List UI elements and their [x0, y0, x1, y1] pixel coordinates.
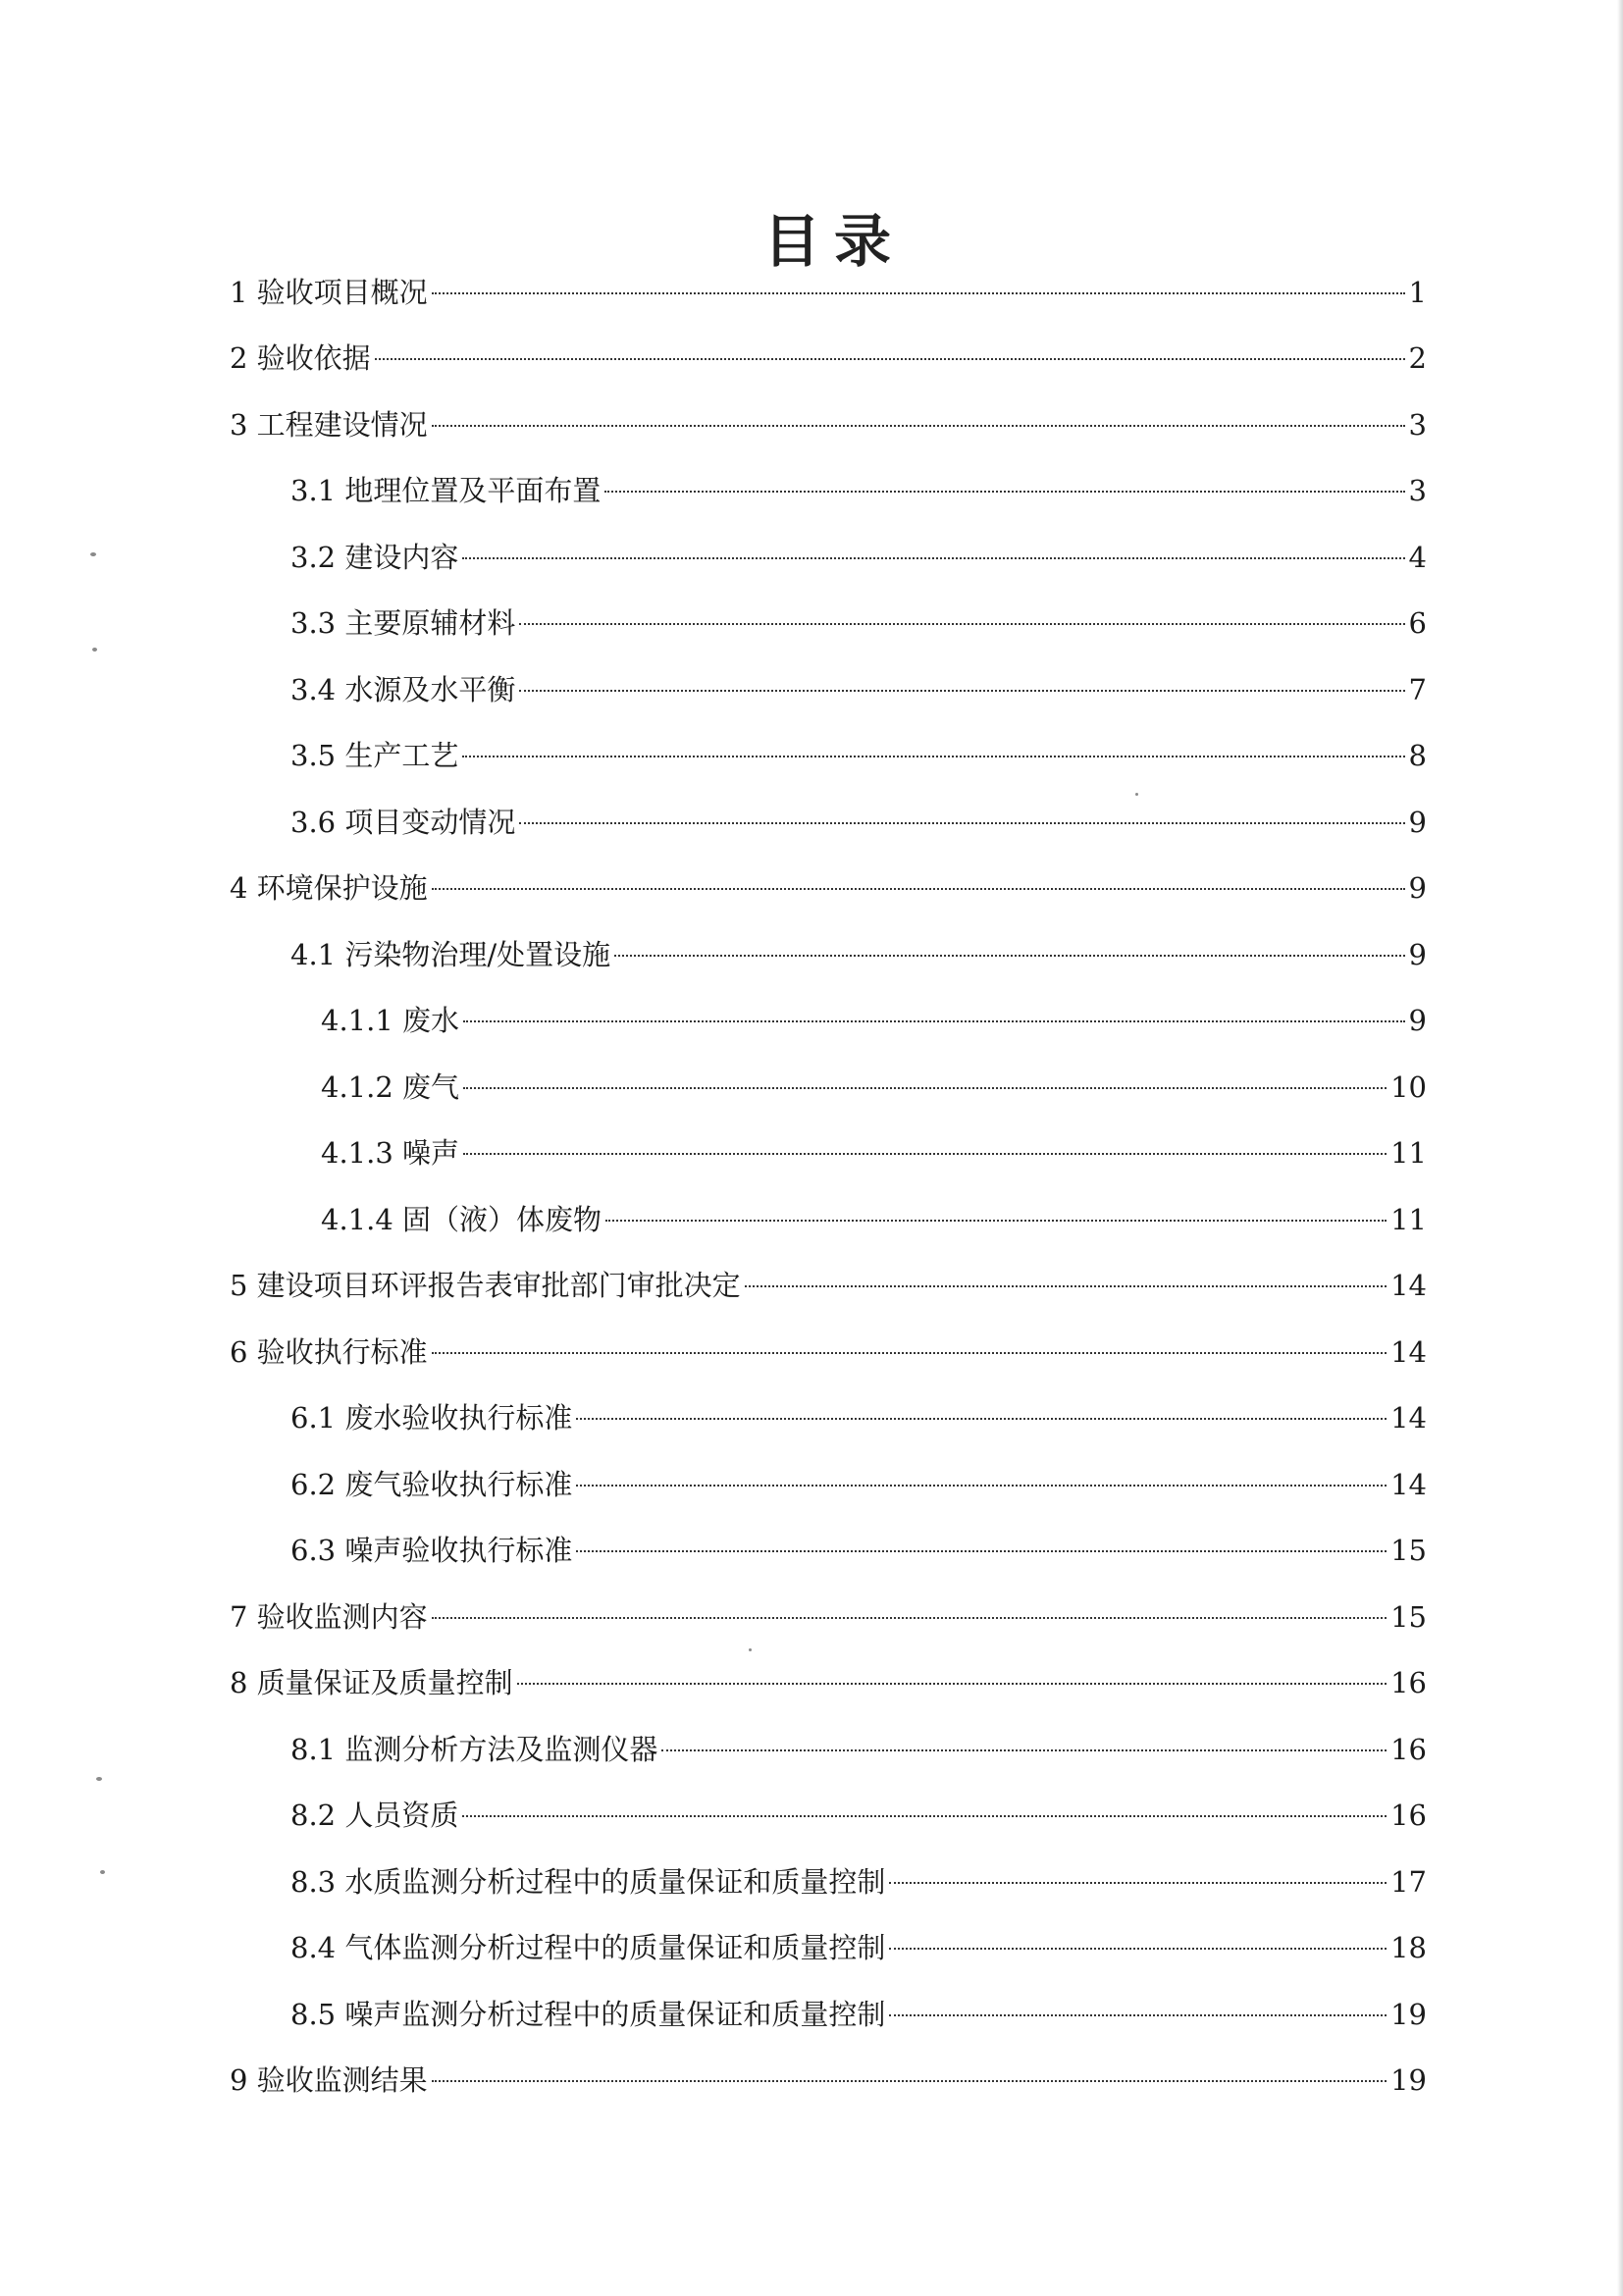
- toc-entry-label: 6.3 噪声验收执行标准: [290, 1534, 573, 1567]
- toc-entry-page: 15: [1390, 1534, 1427, 1567]
- toc-entry-label: 8.2 人员资质: [290, 1799, 459, 1832]
- toc-entry-label: 7 验收监测内容: [230, 1600, 428, 1634]
- toc-entry-2[interactable]: [230, 337, 1427, 380]
- toc-entry-page: 1: [1408, 276, 1427, 309]
- toc-entry-4-1-1[interactable]: [321, 999, 1427, 1042]
- scan-speck: [92, 648, 97, 652]
- toc-entry-4-1-3[interactable]: [321, 1131, 1427, 1174]
- toc-entry-label: 3 工程建设情况: [230, 408, 428, 442]
- toc-entry-label: 3.1 地理位置及平面布置: [290, 474, 602, 507]
- scan-speck: [96, 1777, 102, 1781]
- toc-entry-1[interactable]: [230, 271, 1427, 314]
- toc-entry-6-3[interactable]: [290, 1529, 1427, 1572]
- toc-entry-4[interactable]: [230, 866, 1427, 910]
- toc-entry-page: 11: [1390, 1136, 1427, 1170]
- dot-leader: [604, 490, 1404, 493]
- page-title: 目录: [762, 207, 905, 275]
- dot-leader: [463, 1086, 1387, 1089]
- dot-leader: [745, 1284, 1387, 1287]
- toc-entry-label: 1 验收项目概况: [230, 276, 428, 309]
- toc-entry-page: 3: [1408, 408, 1427, 442]
- toc-entry-label: 4.1.1 废水: [321, 1004, 460, 1037]
- dot-leader: [432, 1616, 1387, 1619]
- toc-entry-page: 2: [1408, 341, 1427, 375]
- toc-entry-label: 5 建设项目环评报告表审批部门审批决定: [230, 1269, 741, 1302]
- toc-entry-6-2[interactable]: [290, 1463, 1427, 1506]
- toc-entry-page: 4: [1408, 541, 1427, 574]
- toc-entry-6[interactable]: [230, 1331, 1427, 1374]
- toc-entry-label: 4.1 污染物治理/处置设施: [290, 938, 611, 971]
- toc-entry-label: 8.3 水质监测分析过程中的质量保证和质量控制: [290, 1865, 886, 1899]
- toc-entry-page: 3: [1408, 474, 1427, 507]
- dot-leader: [462, 556, 1404, 559]
- dot-leader: [432, 2079, 1387, 2082]
- dot-leader: [517, 1682, 1387, 1685]
- toc-entry-label: 9 验收监测结果: [230, 2063, 428, 2097]
- dot-leader: [462, 1814, 1387, 1817]
- toc-entry-page: 19: [1390, 2063, 1427, 2097]
- toc-entry-page: 9: [1408, 871, 1427, 905]
- toc-entry-page: 8: [1408, 739, 1427, 772]
- dot-leader: [432, 1351, 1387, 1354]
- toc-entry-page: 9: [1408, 938, 1427, 971]
- toc-entry-3-5[interactable]: [290, 734, 1427, 777]
- dot-leader: [889, 1881, 1387, 1884]
- toc-entry-page: 16: [1390, 1799, 1427, 1832]
- dot-leader: [375, 357, 1405, 360]
- dot-leader: [432, 291, 1405, 294]
- toc-entry-3[interactable]: [230, 403, 1427, 446]
- dot-leader: [889, 2013, 1387, 2016]
- dot-leader: [519, 821, 1404, 824]
- toc-entry-label: 3.4 水源及水平衡: [290, 673, 516, 706]
- toc-entry-4-1-2[interactable]: [321, 1066, 1427, 1109]
- toc-entry-page: 14: [1390, 1468, 1427, 1501]
- toc-entry-page: 19: [1390, 1998, 1427, 2031]
- scan-speck: [90, 552, 96, 556]
- toc-entry-label: 4.1.3 噪声: [321, 1136, 460, 1170]
- toc-entry-3-1[interactable]: [290, 469, 1427, 512]
- toc-entry-page: 7: [1408, 673, 1427, 706]
- toc-entry-page: 11: [1390, 1203, 1427, 1236]
- toc-entry-8-3[interactable]: [290, 1860, 1427, 1904]
- toc-entry-label: 6 验收执行标准: [230, 1335, 428, 1369]
- toc-entry-9[interactable]: [230, 2059, 1427, 2102]
- toc-entry-8-2[interactable]: [290, 1794, 1427, 1837]
- toc-entry-label: 3.2 建设内容: [290, 541, 459, 574]
- dot-leader: [605, 1219, 1387, 1222]
- dot-leader: [463, 1152, 1387, 1155]
- toc-entry-page: 17: [1390, 1865, 1427, 1899]
- toc-entry-page: 10: [1390, 1070, 1427, 1104]
- toc-entry-3-3[interactable]: [290, 601, 1427, 645]
- toc-entry-4-1-4[interactable]: [321, 1198, 1427, 1241]
- toc-entry-label: 8.4 气体监测分析过程中的质量保证和质量控制: [290, 1931, 886, 1964]
- toc-entry-label: 8.1 监测分析方法及监测仪器: [290, 1733, 658, 1766]
- toc-entry-label: 8.5 噪声监测分析过程中的质量保证和质量控制: [290, 1998, 886, 2031]
- toc-entry-8[interactable]: [230, 1661, 1427, 1704]
- dot-leader: [432, 424, 1405, 427]
- dot-leader: [661, 1748, 1387, 1751]
- toc-entry-page: 16: [1390, 1733, 1427, 1766]
- toc-entry-label: 2 验收依据: [230, 341, 371, 375]
- toc-entry-page: 15: [1390, 1600, 1427, 1634]
- toc-entry-page: 9: [1408, 1004, 1427, 1037]
- scan-speck: [749, 1648, 752, 1651]
- toc-entry-page: 16: [1390, 1666, 1427, 1699]
- dot-leader: [432, 887, 1405, 890]
- toc-entry-4-1[interactable]: [290, 933, 1427, 976]
- toc-entry-3-6[interactable]: [290, 801, 1427, 844]
- toc-entry-label: 6.2 废气验收执行标准: [290, 1468, 573, 1501]
- scan-speck: [1135, 793, 1138, 796]
- dot-leader: [519, 622, 1404, 625]
- dot-leader: [462, 755, 1404, 757]
- toc-entry-3-2[interactable]: [290, 536, 1427, 579]
- dot-leader: [519, 689, 1404, 692]
- toc-entry-page: 6: [1408, 606, 1427, 640]
- toc-entry-7[interactable]: [230, 1595, 1427, 1639]
- toc-entry-label: 6.1 废水验收执行标准: [290, 1401, 573, 1435]
- toc-entry-8-4[interactable]: [290, 1926, 1427, 1969]
- dot-leader: [576, 1549, 1387, 1552]
- toc-entry-label: 8 质量保证及质量控制: [230, 1666, 513, 1699]
- toc-entry-page: 14: [1390, 1335, 1427, 1369]
- toc-entry-page: 9: [1408, 806, 1427, 839]
- dot-leader: [614, 954, 1404, 957]
- toc-entry-label: 3.3 主要原辅材料: [290, 606, 516, 640]
- dot-leader: [463, 1019, 1405, 1022]
- toc-entry-label: 3.5 生产工艺: [290, 739, 459, 772]
- toc-entry-label: 4.1.2 废气: [321, 1070, 460, 1104]
- dot-leader: [576, 1484, 1387, 1487]
- toc-entry-label: 3.6 项目变动情况: [290, 806, 516, 839]
- toc-entry-page: 18: [1390, 1931, 1427, 1964]
- toc-entry-page: 14: [1390, 1269, 1427, 1302]
- toc-entry-label: 4.1.4 固（液）体废物: [321, 1203, 602, 1236]
- toc-entry-8-1[interactable]: [290, 1728, 1427, 1771]
- scan-speck: [100, 1870, 105, 1874]
- dot-leader: [889, 1947, 1387, 1950]
- dot-leader: [576, 1417, 1387, 1420]
- toc-entry-3-4[interactable]: [290, 668, 1427, 711]
- toc-entry-6-1[interactable]: [290, 1396, 1427, 1439]
- toc-entry-page: 14: [1390, 1401, 1427, 1435]
- toc-entry-5[interactable]: [230, 1264, 1427, 1307]
- toc-entry-label: 4 环境保护设施: [230, 871, 428, 905]
- toc-entry-8-5[interactable]: [290, 1993, 1427, 2036]
